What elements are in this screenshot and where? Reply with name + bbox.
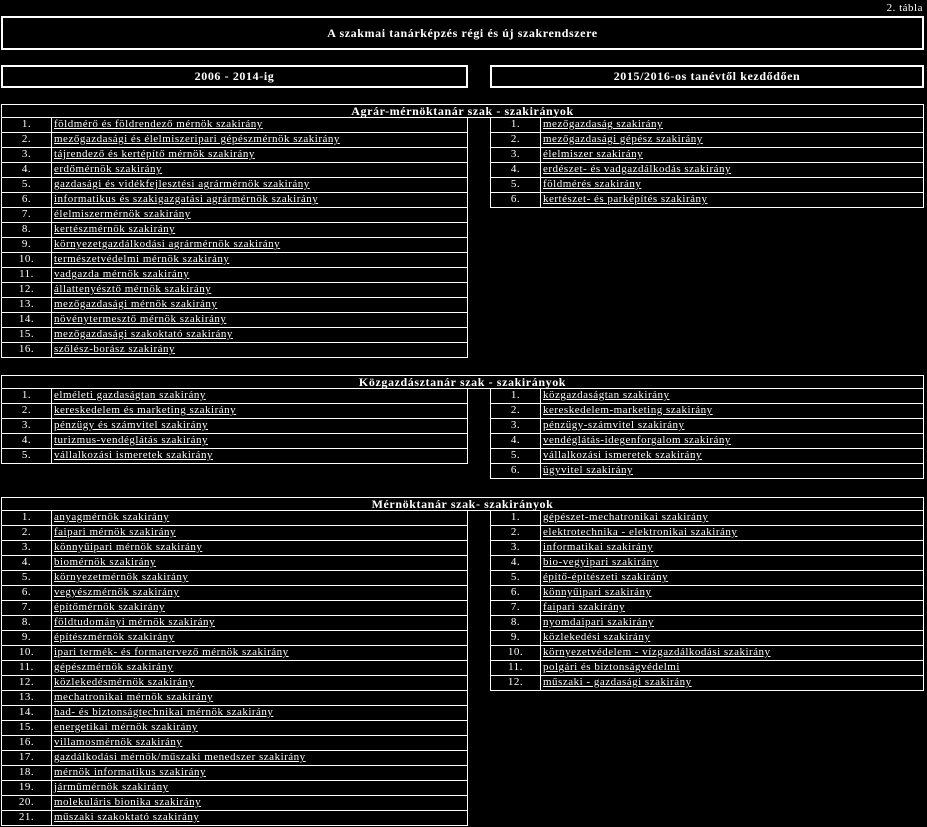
item-label: vállalkozási ismeretek szakirány <box>54 449 213 461</box>
list-item <box>490 646 924 661</box>
item-label: közgazdaságtan szakirány <box>543 389 670 401</box>
list-item <box>1 163 468 178</box>
old-specializations-list <box>1 118 468 358</box>
item-number: 6. <box>491 193 541 207</box>
item-number: 2. <box>491 404 541 418</box>
column-header-new: 2015/2016-os tanévtől kezdődően <box>490 65 924 88</box>
item-label: közlekedésmérnök szakirány <box>54 676 195 688</box>
item-label: gazdasági és vidékfejlesztési agrármérnök szakirány <box>54 178 310 190</box>
item-number: 2. <box>491 133 541 147</box>
item-number: 6. <box>491 464 541 478</box>
item-number: 10. <box>491 646 541 660</box>
list-item <box>490 118 924 133</box>
item-number: 4. <box>491 556 541 570</box>
item-number: 5. <box>491 571 541 585</box>
item-number: 13. <box>2 298 52 312</box>
list-item <box>1 586 468 601</box>
item-label: mechatronikai mérnök szakirány <box>54 691 214 703</box>
item-label: kereskedelem és marketing szakirány <box>54 404 237 416</box>
item-number: 1. <box>2 511 52 525</box>
list-item <box>490 676 924 691</box>
item-label: járműmérnök szakirány <box>54 781 169 793</box>
item-number: 2. <box>2 526 52 540</box>
list-item <box>1 526 468 541</box>
item-number: 8. <box>491 616 541 630</box>
item-label: biomérnök szakirány <box>54 556 157 568</box>
item-number: 7. <box>2 601 52 615</box>
item-number: 1. <box>491 118 541 132</box>
item-number: 11. <box>2 268 52 282</box>
item-label: földtudományi mérnök szakirány <box>54 616 216 628</box>
item-number: 9. <box>2 631 52 645</box>
item-number: 2. <box>2 133 52 147</box>
item-label: villamosmérnök szakirány <box>54 736 183 748</box>
item-number: 3. <box>2 148 52 162</box>
item-number: 4. <box>2 163 52 177</box>
list-item <box>1 556 468 571</box>
list-item <box>490 511 924 526</box>
list-item <box>1 328 468 343</box>
list-item <box>1 434 468 449</box>
item-label: nyomdaipari szakirány <box>543 616 654 628</box>
section-title: Agrár-mérnöktanár szak - szakirányok <box>1 104 924 118</box>
item-number: 21. <box>2 811 52 825</box>
item-number: 13. <box>2 691 52 705</box>
item-number: 15. <box>2 721 52 735</box>
item-label: vállalkozási ismeretek szakirány <box>543 449 702 461</box>
item-number: 14. <box>2 706 52 720</box>
item-number: 6. <box>2 193 52 207</box>
item-number: 4. <box>491 163 541 177</box>
new-specializations-list <box>490 511 924 691</box>
list-item <box>1 223 468 238</box>
list-item <box>1 148 468 163</box>
item-label: polgári és biztonságvédelmi <box>543 661 680 673</box>
list-item <box>1 676 468 691</box>
list-item <box>1 208 468 223</box>
item-number: 5. <box>2 449 52 463</box>
list-item <box>1 283 468 298</box>
item-label: turizmus-vendéglátás szakirány <box>54 434 208 446</box>
list-item <box>1 706 468 721</box>
item-label: molekuláris bionika szakirány <box>54 796 202 808</box>
item-label: vadgazda mérnök szakirány <box>54 268 190 280</box>
item-number: 12. <box>2 283 52 297</box>
list-item <box>1 691 468 706</box>
list-item <box>1 541 468 556</box>
item-number: 3. <box>2 419 52 433</box>
item-number: 1. <box>491 389 541 403</box>
item-label: tájrendező és kertépítő mérnök szakirány <box>54 148 255 160</box>
item-number: 12. <box>2 676 52 690</box>
item-label: pénzügy és számvitel szakirány <box>54 419 208 431</box>
item-label: informatikus és szakigazgatási agrármérnök szakirány <box>54 193 319 205</box>
list-item <box>1 571 468 586</box>
list-item <box>1 616 468 631</box>
item-label: vegyészmérnök szakirány <box>54 586 180 598</box>
item-label: természetvédelmi mérnök szakirány <box>54 253 230 265</box>
list-item <box>490 193 924 208</box>
item-number: 5. <box>491 178 541 192</box>
item-label: növénytermesztő mérnök szakirány <box>54 313 227 325</box>
list-item <box>490 163 924 178</box>
list-item <box>490 601 924 616</box>
item-label: kertészmérnök szakirány <box>54 223 176 235</box>
list-item <box>1 736 468 751</box>
item-number: 15. <box>2 328 52 342</box>
item-label: környezetvédelem - vízgazdálkodási szakirány <box>543 646 771 658</box>
item-number: 8. <box>2 616 52 630</box>
item-number: 6. <box>2 586 52 600</box>
list-item <box>1 389 468 404</box>
page-title: A szakmai tanárképzés régi és új szakrendszere <box>1 16 924 50</box>
item-label: mérnök informatikus szakirány <box>54 766 206 778</box>
item-label: erdőmérnök szakirány <box>54 163 163 175</box>
list-item <box>1 133 468 148</box>
list-item <box>1 646 468 661</box>
item-label: könnyűipari mérnök szakirány <box>54 541 203 553</box>
item-label: mezőgazdasági szakoktató szakirány <box>54 328 233 340</box>
item-label: mezőgazdasági és élelmiszeripari gépészmérnök szakirány <box>54 133 340 145</box>
list-item <box>1 661 468 676</box>
item-number: 9. <box>491 631 541 645</box>
item-number: 17. <box>2 751 52 765</box>
section-1 <box>1 375 924 476</box>
list-item <box>490 616 924 631</box>
item-label: élelmiszermérnök szakirány <box>54 208 191 220</box>
item-label: könnyűipari szakirány <box>543 586 652 598</box>
item-label: energetikai mérnök szakirány <box>54 721 198 733</box>
new-specializations-list <box>490 389 924 479</box>
list-item <box>1 298 468 313</box>
old-specializations-list <box>1 511 468 826</box>
list-item <box>490 464 924 479</box>
item-label: informatikai szakirány <box>543 541 654 553</box>
item-label: szőlész-borász szakirány <box>54 343 176 355</box>
item-label: had- és biztonságtechnikai mérnök szakirány <box>54 706 274 718</box>
list-item <box>1 449 468 464</box>
item-label: mezőgazdaság szakirány <box>543 118 664 130</box>
item-number: 12. <box>491 676 541 690</box>
list-item <box>1 343 468 358</box>
item-label: műszaki szakoktató szakirány <box>54 811 200 823</box>
section-title: Mérnöktanár szak- szakirányok <box>1 497 924 511</box>
item-label: gépészet-mechatronikai szakirány <box>543 511 709 523</box>
list-item <box>490 404 924 419</box>
list-item <box>1 313 468 328</box>
item-number: 9. <box>2 238 52 252</box>
list-item <box>1 511 468 526</box>
item-label: vendéglátás-idegenforgalom szakirány <box>543 434 731 446</box>
item-number: 1. <box>491 511 541 525</box>
section-title: Közgazdásztanár szak - szakirányok <box>1 375 924 389</box>
item-label: földmérés szakirány <box>543 178 642 190</box>
list-item <box>490 178 924 193</box>
list-item <box>490 419 924 434</box>
item-label: kereskedelem-marketing szakirány <box>543 404 713 416</box>
list-item <box>490 586 924 601</box>
item-label: műszaki - gazdasági szakirány <box>543 676 692 688</box>
item-number: 4. <box>2 434 52 448</box>
list-item <box>490 434 924 449</box>
list-item <box>1 419 468 434</box>
old-specializations-list <box>1 389 468 464</box>
item-label: közlekedési szakirány <box>543 631 651 643</box>
item-number: 3. <box>491 419 541 433</box>
list-item <box>490 526 924 541</box>
list-item <box>490 389 924 404</box>
list-item <box>1 631 468 646</box>
list-item <box>1 193 468 208</box>
item-label: mezőgazdasági gépész szakirány <box>543 133 703 145</box>
item-label: építészmérnök szakirány <box>54 631 175 643</box>
column-header-old: 2006 - 2014-ig <box>1 65 468 88</box>
item-number: 16. <box>2 736 52 750</box>
item-label: földmérő és földrendező mérnök szakirány <box>54 118 263 130</box>
list-item <box>490 571 924 586</box>
item-label: ipari termék- és formatervező mérnök szakirány <box>54 646 289 658</box>
item-number: 11. <box>2 661 52 675</box>
list-item <box>490 631 924 646</box>
list-item <box>1 751 468 766</box>
section-0 <box>1 104 924 355</box>
list-item <box>490 661 924 676</box>
item-number: 14. <box>2 313 52 327</box>
section-2 <box>1 497 924 823</box>
list-item <box>490 133 924 148</box>
item-label: bio-vegyipari szakirány <box>543 556 659 568</box>
item-label: gépészmérnök szakirány <box>54 661 174 673</box>
list-item <box>1 178 468 193</box>
list-item <box>1 238 468 253</box>
list-item <box>1 118 468 133</box>
item-label: elméleti gazdaságtan szakirány <box>54 389 206 401</box>
item-number: 5. <box>2 571 52 585</box>
item-number: 4. <box>491 434 541 448</box>
item-number: 2. <box>491 526 541 540</box>
item-number: 7. <box>491 601 541 615</box>
item-number: 1. <box>2 389 52 403</box>
item-number: 5. <box>2 178 52 192</box>
list-item <box>1 404 468 419</box>
item-number: 10. <box>2 253 52 267</box>
item-label: gazdálkodási mérnök/műszaki menedszer szakirány <box>54 751 306 763</box>
item-label: elektrotechnika - elektronikai szakirány <box>543 526 738 538</box>
item-number: 20. <box>2 796 52 810</box>
item-number: 8. <box>2 223 52 237</box>
item-label: környezetgazdálkodási agrármérnök szakirány <box>54 238 281 250</box>
item-label: pénzügy-számvitel szakirány <box>543 419 685 431</box>
item-number: 11. <box>491 661 541 675</box>
item-label: környezetmérnök szakirány <box>54 571 189 583</box>
list-item <box>490 449 924 464</box>
item-number: 1. <box>2 118 52 132</box>
new-specializations-list <box>490 118 924 208</box>
list-item <box>1 721 468 736</box>
list-item <box>1 601 468 616</box>
list-item <box>1 796 468 811</box>
list-item <box>490 556 924 571</box>
item-label: állattenyésztő mérnök szakirány <box>54 283 212 295</box>
item-number: 3. <box>491 541 541 555</box>
list-item <box>1 253 468 268</box>
list-item <box>1 268 468 283</box>
item-label: faipari mérnök szakirány <box>54 526 176 538</box>
item-number: 4. <box>2 556 52 570</box>
table-number: 2. tábla <box>886 2 923 14</box>
item-label: élelmiszer szakirány <box>543 148 644 160</box>
item-label: mezőgazdasági mérnök szakirány <box>54 298 218 310</box>
item-number: 5. <box>491 449 541 463</box>
item-label: ügyvitel szakirány <box>543 464 633 476</box>
item-number: 3. <box>2 541 52 555</box>
item-label: faipari szakirány <box>543 601 626 613</box>
item-label: kertészet- és parképítés szakirány <box>543 193 708 205</box>
list-item <box>1 811 468 826</box>
list-item <box>490 541 924 556</box>
item-label: anyagmérnök szakirány <box>54 511 170 523</box>
item-number: 6. <box>491 586 541 600</box>
item-number: 3. <box>491 148 541 162</box>
item-label: építő-építészeti szakirány <box>543 571 669 583</box>
item-number: 16. <box>2 343 52 357</box>
list-item <box>1 781 468 796</box>
list-item <box>490 148 924 163</box>
list-item <box>1 766 468 781</box>
item-number: 10. <box>2 646 52 660</box>
item-number: 2. <box>2 404 52 418</box>
item-number: 7. <box>2 208 52 222</box>
item-label: erdészet- és vadgazdálkodás szakirány <box>543 163 732 175</box>
item-number: 18. <box>2 766 52 780</box>
item-label: építőmérnök szakirány <box>54 601 165 613</box>
item-number: 19. <box>2 781 52 795</box>
